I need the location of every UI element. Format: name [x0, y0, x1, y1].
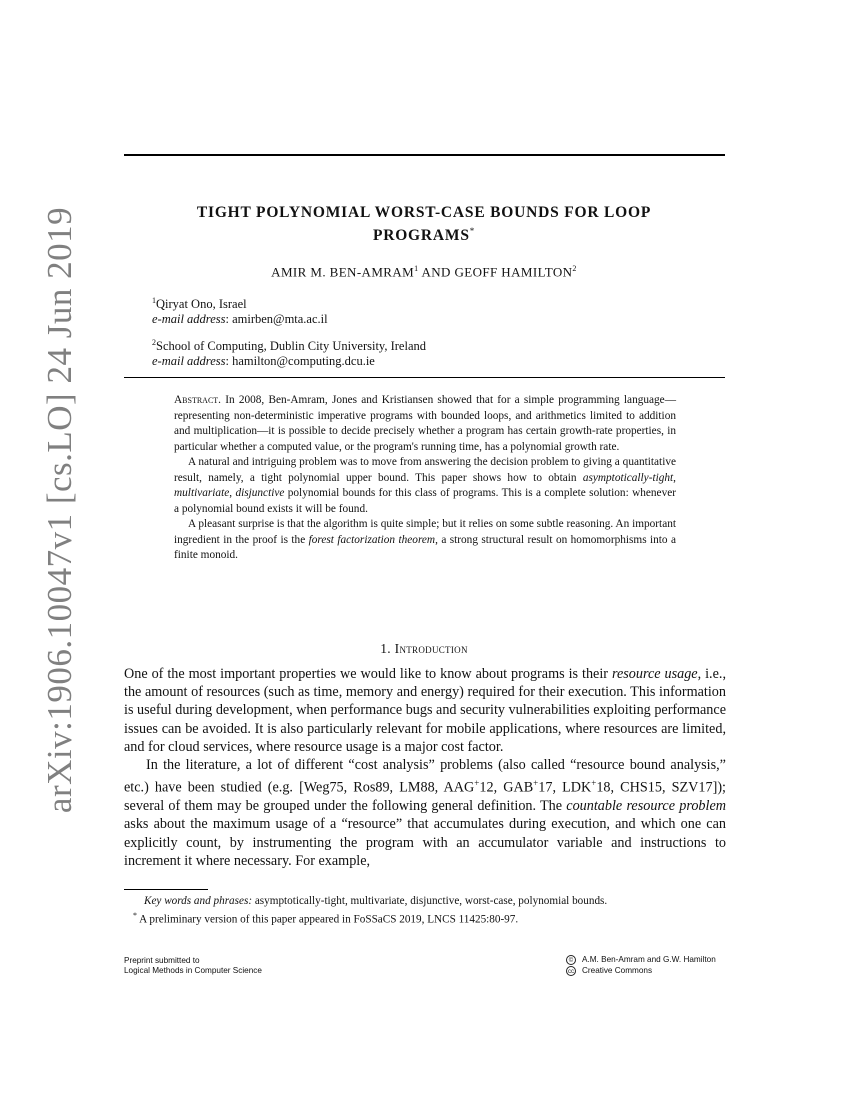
footnote-star: * — [133, 911, 137, 920]
footnote-prelim-text: A preliminary version of this paper appeared in FoSSaCS 2019, LNCS 11425:80-97. — [137, 913, 519, 926]
arxiv-identifier: arXiv:1906.10047v1 [cs.LO] 24 Jun 2019 — [40, 206, 79, 814]
author-1-sup: 1 — [414, 264, 419, 273]
abstract-p2-em3: disjunctive — [235, 487, 285, 499]
body-p2-sup1: + — [474, 778, 480, 789]
body-p2-c: 17, LDK — [538, 779, 592, 796]
title-footnote-mark: * — [469, 226, 476, 236]
preprint-line-1: Preprint submitted to — [124, 956, 200, 965]
section-number: 1. — [380, 641, 395, 656]
body-p1-a: One of the most important properties we would like to know about programs is their — [124, 666, 612, 682]
license-line-1: A.M. Ben-Amram and G.W. Hamilton — [582, 955, 716, 965]
abstract-paragraph-2 — [174, 455, 676, 517]
section-title: Introduction — [394, 641, 468, 656]
title-line-2-text: PROGRAMS — [372, 227, 470, 245]
affiliation-2 — [152, 335, 426, 369]
body-p2-b: 12, GAB — [479, 779, 534, 796]
body-p2-sup3: + — [591, 778, 597, 789]
title-line-2 — [124, 222, 724, 245]
section-heading — [124, 641, 724, 657]
abstract-p2-a: A natural and intriguing problem was to move from answering the decision problem to giving a quantitative result, namely, a tight polynomial upper bound. This paper shows how to obtain — [174, 456, 676, 484]
body-p2-sup2: + — [533, 778, 539, 789]
license-note — [566, 955, 716, 977]
abstract-p3-em: forest factorization theorem — [308, 533, 436, 546]
body-p1-b: , i.e., the amount of resources (such as time, memory and energy) required for their execution. This information is useful during development, when performance bugs and security vulnerabilities exploiting performance issues can be avoided. It is also particularly relevant for mobile applications, where resources are limited, and for cloud services, where resource usage is a major cost factor. — [124, 666, 726, 755]
keywords-label: Key words and phrases: — [144, 895, 253, 907]
top-rule — [124, 154, 725, 156]
abstract-p2-c: , — [229, 487, 236, 499]
affiliation-1 — [152, 293, 328, 327]
abstract-p2-em2: multivariate — [174, 487, 230, 499]
keywords-text: asymptotically-tight, multivariate, disjunctive, worst-case, polynomial bounds. — [252, 895, 608, 907]
body-p1-em: resource usage — [611, 666, 698, 682]
title-line-1: TIGHT POLYNOMIAL WORST-CASE BOUNDS FOR LOOP — [196, 204, 652, 221]
paper-title — [124, 203, 724, 245]
footnote-rule — [124, 889, 208, 890]
copyright-icon: © — [566, 955, 576, 965]
abstract — [174, 393, 676, 564]
abstract-paragraph-3 — [174, 517, 676, 564]
cc-icon: cc — [566, 966, 576, 976]
aff-2-email: : hamilton@computing.dcu.ie — [225, 354, 375, 369]
aff-2-sup: 2 — [152, 338, 156, 347]
preprint-note — [124, 956, 262, 976]
abstract-p2-em1: asymptotically-tight — [582, 471, 674, 484]
abstract-rule — [124, 377, 725, 378]
body-p2-e: asks about the maximum usage of a “resource” that accumulates during execution, and which one can explicitly count, by instrumenting the program with an accumulator variable and instructions to increment it where necessary. For example, — [124, 816, 726, 869]
abstract-paragraph-1 — [174, 393, 676, 455]
authors — [124, 264, 724, 280]
aff-1-sup: 1 — [152, 296, 156, 305]
footnote-preliminary — [124, 909, 735, 927]
aff-1-place: Qiryat Ono, Israel — [156, 297, 247, 312]
body-paragraph-2 — [124, 756, 726, 870]
body-text — [124, 665, 726, 870]
author-and: AND GEOFF HAMILTON — [418, 264, 573, 280]
author-1: AMIR M. BEN-AMRAM — [271, 264, 415, 280]
preprint-line-2: Logical Methods in Computer Science — [124, 966, 262, 975]
aff-1-email: : amirben@mta.ac.il — [225, 312, 328, 327]
abstract-p3-a: A pleasant surprise is that the algorithm is quite simple; but it relies on some subtle reasoning. An important ingredient in the proof is the — [174, 518, 676, 546]
body-p2-em: countable resource problem — [566, 798, 727, 815]
abstract-p1-text: In 2008, Ben-Amram, Jones and Kristiansen showed that for a simple programming language—representing non-deterministic imperative programs with bounded loops, and arithmetics limited to addition and multiplication—it is possible to decide precisely whether a program has certain growth-rate properties, in particular whether a computed value, or the program's running time, has a polynomial growth rate. — [174, 394, 676, 453]
body-p2-a: In the literature, a lot of different “cost analysis” problems (also called “resource bound analysis,” etc.) have been studied (e.g. [Weg75, Ros89, LM88, AAG — [124, 757, 726, 796]
aff-2-email-label: e-mail address — [152, 354, 226, 369]
abstract-p3-b: , a strong structural result on homomorphisms into a finite monoid. — [174, 533, 676, 561]
aff-1-email-label: e-mail address — [152, 312, 226, 327]
footnote-keywords — [124, 894, 726, 908]
license-line-2: Creative Commons — [582, 966, 653, 976]
abstract-p2-d: polynomial bounds for this class of programs. This is a complete solution: whenever a polynomial bound exists it will be found. — [174, 487, 676, 515]
aff-2-place: School of Computing, Dublin City University, Ireland — [156, 339, 427, 354]
author-2-sup: 2 — [572, 264, 577, 273]
abstract-p2-b: , — [673, 471, 676, 484]
abstract-label: Abstract. — [174, 394, 221, 406]
body-p2-d: 18, CHS15, SZV17]); several of them may be grouped under the following general definition. The — [124, 779, 726, 815]
body-paragraph-1 — [124, 665, 726, 756]
